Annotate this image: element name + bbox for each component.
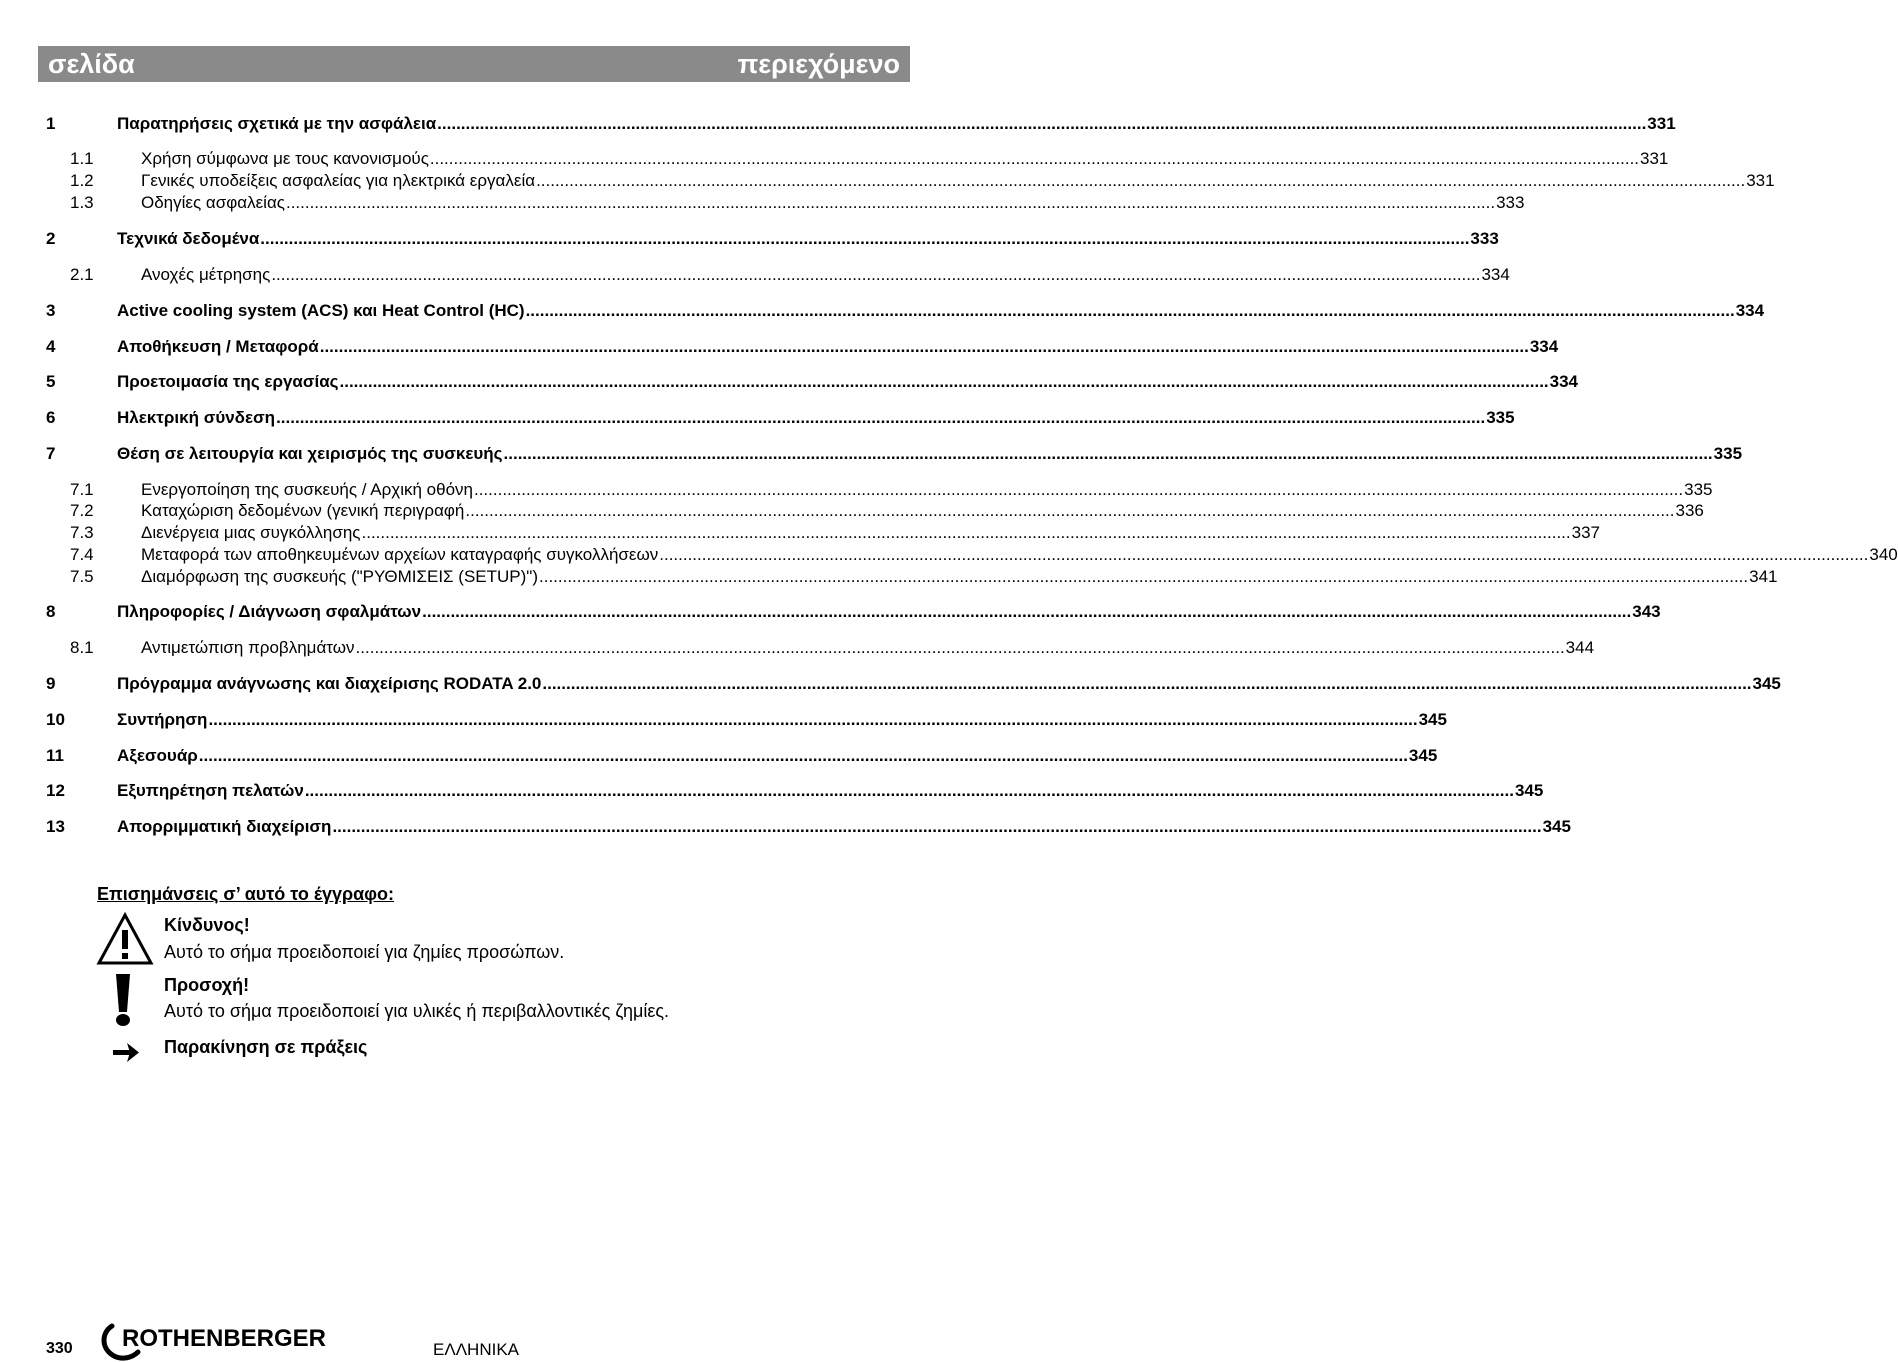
toc-leader-dots: [199, 745, 1408, 767]
toc-number: 2.1: [70, 265, 94, 284]
toc-row[interactable]: [46, 673, 1781, 695]
arrow-right-icon: [111, 1040, 151, 1066]
toc-leader-dots: [526, 300, 1735, 322]
footer-page-number: 330: [46, 1340, 73, 1357]
toc-title: Ενεργοποίηση της συσκευής / Αρχική οθόνη: [141, 480, 473, 499]
toc-leader-dots: [340, 371, 1549, 393]
toc-number: 10: [46, 710, 65, 729]
toc-number: 7: [46, 444, 56, 463]
toc-title: Προετοιμασία της εργασίας: [117, 372, 339, 391]
header-bar: [38, 46, 910, 82]
toc-leader-dots: [305, 780, 1514, 802]
header-right: περιεχόμενο: [737, 48, 900, 79]
toc-leader-dots: [332, 816, 1541, 838]
toc-title: Διαμόρφωση της συσκευής ("ΡΥΘΜΙΣΕΙΣ (SETUP)"): [141, 567, 538, 586]
toc-row[interactable]: [46, 264, 1510, 286]
toc-number: 12: [46, 781, 65, 800]
toc-leader-dots: [437, 113, 1646, 135]
toc-leader-dots: [260, 228, 1469, 250]
toc-leader-dots: [536, 170, 1745, 192]
toc-number: 7.5: [70, 567, 94, 586]
toc-row[interactable]: [46, 443, 1743, 465]
toc-row[interactable]: [46, 300, 1765, 322]
toc-number: 1: [46, 114, 56, 133]
toc-row[interactable]: [46, 148, 1669, 170]
toc-page-number: 344: [1565, 638, 1595, 657]
toc-row[interactable]: [46, 566, 1778, 588]
toc-title: Καταχώριση δεδομένων (γενική περιγραφή: [141, 501, 465, 520]
toc-title: Active cooling system (ACS) και Heat Control (HC): [117, 301, 525, 320]
toc-number: 4: [46, 337, 56, 356]
toc-number: 8: [46, 602, 56, 621]
toc-row[interactable]: [46, 544, 1898, 566]
toc-page-number: 334: [1549, 372, 1579, 391]
toc-page-number: 345: [1514, 781, 1544, 800]
toc-title: Αποθήκευση / Μεταφορά: [117, 337, 319, 356]
toc-row[interactable]: [46, 336, 1559, 358]
toc-leader-dots: [271, 264, 1480, 286]
toc-page-number: 331: [1640, 149, 1669, 168]
toc-title: Θέση σε λειτουργία και χειρισμός της συσκευής: [117, 444, 503, 463]
toc-title: Αξεσουάρ: [117, 746, 198, 765]
toc-title: Παρατηρήσεις σχετικά με την ασφάλεια: [117, 114, 437, 133]
toc-number: 7.1: [70, 480, 94, 499]
toc-leader-dots: [362, 522, 1571, 544]
toc-page-number: 343: [1632, 602, 1661, 621]
toc-title: Οδηγίες ασφαλείας: [141, 193, 285, 212]
toc-number: 7.4: [70, 545, 94, 564]
danger-text: Αυτό το σήμα προειδοποιεί για ζημίες προσώπων.: [164, 942, 565, 962]
toc-leader-dots: [659, 544, 1868, 566]
toc-number: 13: [46, 817, 65, 836]
toc-page-number: 333: [1496, 193, 1525, 212]
toc-page-number: 334: [1481, 265, 1510, 284]
toc-number: 1.3: [70, 193, 94, 212]
toc-page-number: 334: [1529, 337, 1559, 356]
toc-page-number: 334: [1735, 301, 1765, 320]
toc-row[interactable]: [46, 709, 1447, 731]
toc-title: Εξυπηρέτηση πελατών: [117, 781, 304, 800]
toc-page-number: 333: [1470, 229, 1499, 248]
toc-row[interactable]: [46, 228, 1499, 250]
toc-page-number: 331: [1746, 171, 1775, 190]
caution-text: Αυτό το σήμα προειδοποιεί για υλικές ή περιβαλλοντικές ζημίες.: [164, 1001, 670, 1021]
toc-page-number: 340: [1869, 545, 1898, 564]
toc-row[interactable]: [46, 637, 1595, 659]
toc-leader-dots: [356, 637, 1565, 659]
toc-page-number: 341: [1749, 567, 1778, 586]
toc-leader-dots: [504, 443, 1713, 465]
toc-number: 1.2: [70, 171, 94, 190]
danger-title: Κίνδυνος!: [164, 915, 250, 935]
toc-page-number: 335: [1684, 480, 1713, 499]
caution-title: Προσοχή!: [164, 975, 250, 995]
toc-title: Αντιμετώπιση προβλημάτων: [141, 638, 355, 657]
toc-title: Ηλεκτρική σύνδεση: [117, 408, 276, 427]
toc-page-number: 345: [1752, 674, 1781, 693]
toc-row[interactable]: [46, 407, 1515, 429]
action-title: Παρακίνηση σε πράξεις: [164, 1037, 368, 1057]
toc-page-number: 336: [1675, 501, 1704, 520]
toc-leader-dots: [286, 192, 1495, 214]
toc-number: 3: [46, 301, 56, 320]
toc-page-number: 345: [1542, 817, 1571, 836]
toc-leader-dots: [474, 479, 1683, 501]
warning-triangle-icon: [97, 912, 153, 966]
toc-number: 5: [46, 372, 56, 391]
brand-text: ROTHENBERGER: [122, 1325, 327, 1352]
toc-title: Μεταφορά των αποθηκευμένων αρχείων καταγραφής συγκολλήσεων: [141, 545, 659, 564]
toc-title: Πληροφορίες / Διάγνωση σφαλμάτων: [117, 602, 422, 621]
toc-number: 11: [46, 746, 64, 765]
toc-leader-dots: [430, 148, 1639, 170]
toc-number: 7.3: [70, 523, 94, 542]
toc-row[interactable]: [46, 745, 1438, 767]
toc-leader-dots: [539, 566, 1748, 588]
toc-number: 9: [46, 674, 56, 693]
toc-row[interactable]: [46, 780, 1544, 802]
toc-number: 8.1: [70, 638, 94, 657]
toc-title: Χρήση σύμφωνα με τους κανονισμούς: [141, 149, 429, 168]
toc-row[interactable]: [46, 601, 1661, 623]
toc-page-number: 335: [1486, 408, 1515, 427]
toc-leader-dots: [465, 500, 1674, 522]
toc-row[interactable]: [46, 170, 1775, 192]
toc-leader-dots: [276, 407, 1485, 429]
rothenberger-logo: [98, 1322, 348, 1362]
toc-title: Πρόγραμμα ανάγνωσης και διαχείρισης RODATA 2.0: [117, 674, 542, 693]
notes-heading: Επισημάνσεις σ’ αυτό το έγγραφο:: [97, 884, 395, 904]
toc-leader-dots: [208, 709, 1417, 731]
toc-row[interactable]: [46, 522, 1600, 544]
toc-row[interactable]: [46, 816, 1571, 838]
toc-number: 1.1: [70, 149, 94, 168]
toc-number: 6: [46, 408, 56, 427]
exclamation-icon: [97, 972, 153, 1028]
toc-page-number: 337: [1571, 523, 1600, 542]
toc-page-number: 331: [1647, 114, 1676, 133]
toc-row[interactable]: [46, 371, 1579, 393]
toc-leader-dots: [422, 601, 1631, 623]
header-left: σελίδα: [48, 48, 135, 79]
toc-number: 7.2: [70, 501, 94, 520]
toc-row[interactable]: [46, 500, 1704, 522]
toc-title: Ανοχές μέτρησης: [141, 265, 271, 284]
toc-page-number: 335: [1713, 444, 1743, 463]
toc-row[interactable]: [46, 479, 1713, 501]
toc-title: Απορριμματική διαχείριση: [117, 817, 332, 836]
toc-title: Τεχνικά δεδομένα: [117, 229, 260, 248]
toc-leader-dots: [542, 673, 1751, 695]
toc-page-number: 345: [1418, 710, 1447, 729]
toc-leader-dots: [320, 336, 1529, 358]
toc-row[interactable]: [46, 113, 1676, 135]
toc-title: Γενικές υποδείξεις ασφαλείας για ηλεκτρικά εργαλεία: [141, 171, 536, 190]
toc-row[interactable]: [46, 192, 1525, 214]
toc-title: Συντήρηση: [117, 710, 208, 729]
toc-page-number: 345: [1408, 746, 1438, 765]
toc-title: Διενέργεια μιας συγκόλλησης: [141, 523, 361, 542]
footer-language: ΕΛΛΗΝΙΚΑ: [433, 1340, 520, 1359]
toc-number: 2: [46, 229, 56, 248]
